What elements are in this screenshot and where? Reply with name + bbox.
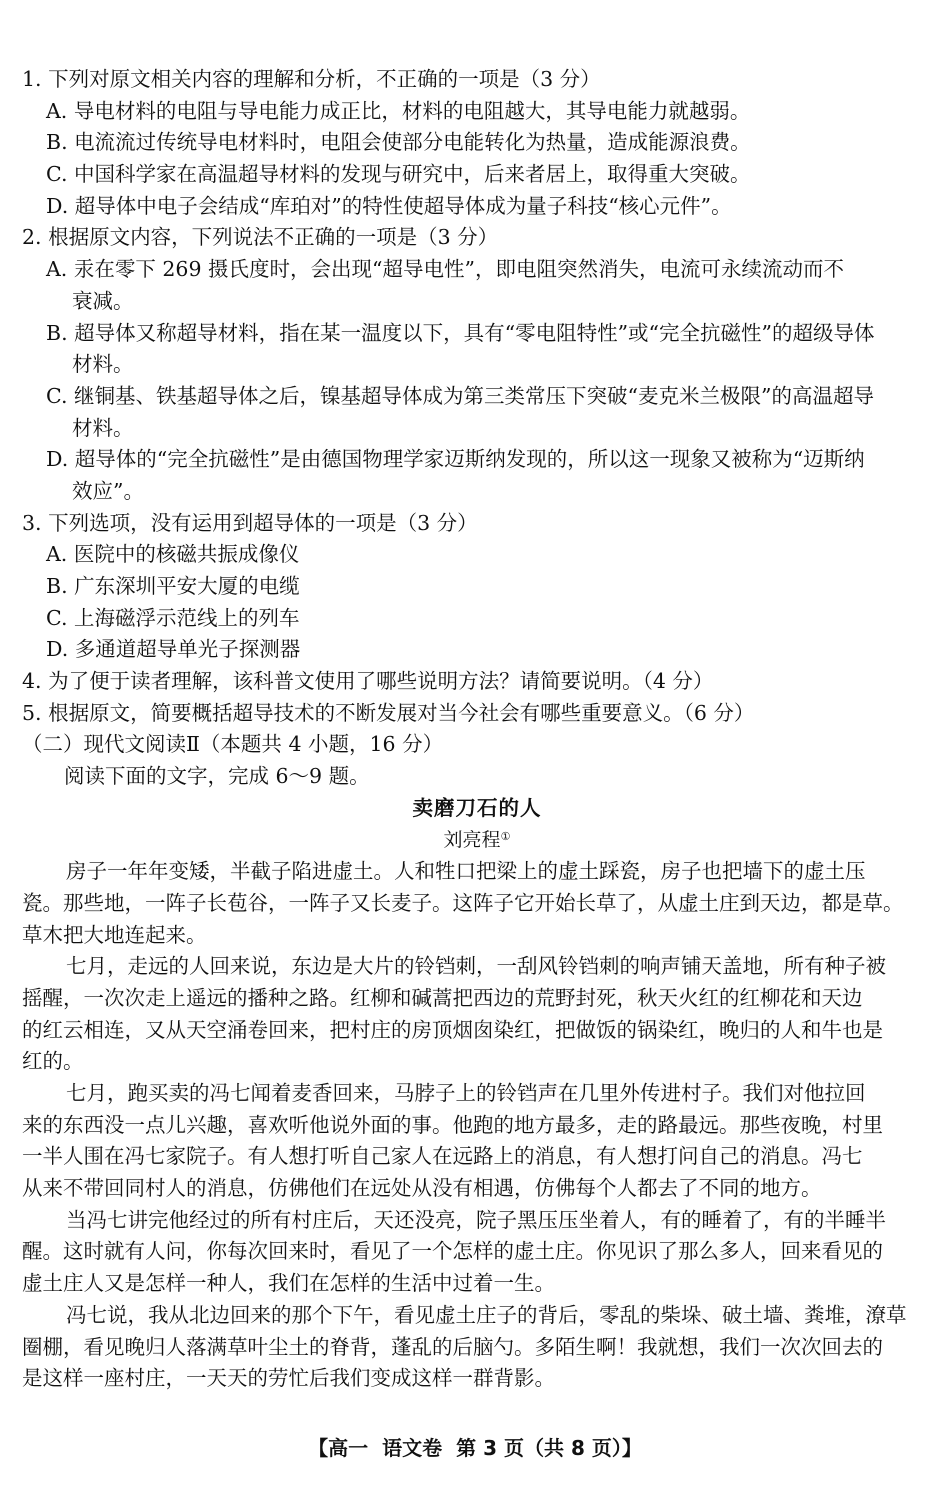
option-b-continued: 材料。 [72,352,134,377]
article-author [22,825,932,857]
article-paragraph-2 [22,951,932,1078]
option-b: B. 电流流过传统导电材料时，电阻会使部分电能转化为热量，造成能源浪费。 [46,130,751,155]
option-b: B. 广东深圳平安大厦的电缆 [46,574,300,598]
section-instruction: 阅读下面的文字，完成 6～9 题。 [64,764,370,789]
paragraph-line: 一半人围在冯七家院子。有人想打听自己家人在远路上的消息，有人想打问自己的消息。冯七 [22,1144,863,1169]
article-paragraph-4 [22,1205,932,1300]
option-c: C. 中国科学家在高温超导材料的发现与研究中，后来者居上，取得重大突破。 [46,162,751,187]
question-stem: 1. 下列对原文相关内容的理解和分析，不正确的一项是（3 分） [22,67,601,91]
question-1 [22,64,932,222]
paragraph-line: 圈棚，看见晚归人落满草叶尘土的脊背，蓬乱的后脑勺。多陌生啊！我就想，我们一次次回去的 [22,1334,883,1359]
paragraph-line: 草木把大地连起来。 [22,922,207,947]
page-footer [0,1432,950,1461]
paragraph-line: 冯七说，我从北边回来的那个下午，看见虚土庄子的背后，零乱的柴垛、破土墙、粪堆，潦草 [66,1302,907,1327]
footer-page: 第 3 页（共 8 页） [456,1436,622,1460]
paragraph-line: 是这样一座村庄，一天天的劳忙后我们变成这样一群背影。 [22,1366,555,1391]
paragraph-line: 摇醒，一次次走上遥远的播种之路。红柳和碱蒿把西边的荒野封死，秋天火红的红柳花和天边 [22,985,863,1010]
paragraph-line: 从来不带回同村人的消息，仿佛他们在远处从没有相遇，仿佛每个人都去了不同的地方。 [22,1176,822,1201]
paragraph-line: 红的。 [22,1049,84,1074]
footer-bracket-close: 】 [621,1436,642,1460]
paragraph-line: 瓷。那些地，一阵子长苞谷，一阵子又长麦子。这阵子它开始长草了，从虚土庄到天边，都是草。 [22,890,904,915]
question-4: 4. 为了便于读者理解，该科普文使用了哪些说明方法？请简要说明。（4 分） [22,669,714,694]
question-stem: 2. 根据原文内容，下列说法不正确的一项是（3 分） [22,225,499,250]
option-d: D. 超导体中电子会结成“库珀对”的特性使超导体成为量子科技“核心元件”。 [46,193,732,218]
paragraph-line: 的红云相连，又从天空涌卷回来，把村庄的房顶烟囱染红，把做饭的锅染红，晚归的人和牛也是 [22,1017,883,1042]
article-paragraph-3 [22,1078,932,1205]
paragraph-line: 房子一年年变矮，半截子陷进虚土。人和牲口把梁上的虚土踩瓷，房子也把墙下的虚土压 [66,859,866,884]
question-stem: 3. 下列选项，没有运用到超导体的一项是（3 分） [22,510,478,535]
article-paragraph-1 [22,856,932,951]
author-name: 刘亮程 [443,828,501,851]
question-3 [22,508,932,666]
option-a: A. 汞在零下 269 摄氏度时，会出现“超导电性”，即电阻突然消失，电流可永续流动而不 [46,257,844,282]
paragraph-line: 醒。这时就有人问，你每次回来时，看见了一个怎样的虚土庄。你见识了那么多人，回来看见的 [22,1239,883,1264]
option-a-continued: 衰减。 [72,288,134,313]
footer-grade: 高一 [328,1436,369,1460]
question-2 [22,222,932,507]
article-title: 卖磨刀石的人 [412,795,542,820]
paragraph-line: 七月，跑买卖的冯七闻着麦香回来，马脖子上的铃铛声在几里外传进村子。我们对他拉回 [66,1081,866,1105]
option-c: C. 继铜基、铁基超导体之后，镍基超导体成为第三类常压下突破“麦克米兰极限”的高温超导 [46,383,874,408]
paragraph-line: 当冯七讲完他经过的所有村庄后，天还没亮，院子黑压压坐着人，有的睡着了，有的半睡半 [66,1207,886,1232]
option-d: D. 超导体的“完全抗磁性”是由德国物理学家迈斯纳发现的，所以这一现象又被称为“迈斯纳 [46,447,865,472]
section-heading: （二）现代文阅读Ⅱ（本题共 4 小题，16 分） [22,732,444,757]
article-paragraph-5 [22,1300,932,1395]
paragraph-line: 七月，走远的人回来说，东边是大片的铃铛刺，一刮风铃铛刺的响声铺天盖地，所有种子被 [66,954,886,979]
option-c-continued: 材料。 [72,415,134,440]
option-c: C. 上海磁浮示范线上的列车 [46,605,300,630]
footnote-mark: ① [500,829,511,843]
footer-subject: 语文卷 [382,1436,443,1460]
option-a: A. 医院中的核磁共振成像仪 [46,542,300,567]
question-5: 5. 根据原文，简要概括超导技术的不断发展对当今社会有哪些重要意义。（6 分） [22,700,755,725]
option-a: A. 导电材料的电阻与导电能力成正比，材料的电阻越大，其导电能力就越弱。 [46,98,751,123]
option-d-continued: 效应”。 [72,478,144,503]
footer-bracket-open: 【 [308,1436,329,1460]
option-d: D. 多通道超导单光子探测器 [46,637,301,662]
option-b: B. 超导体又称超导材料，指在某一温度以下，具有“零电阻特性”或“完全抗磁性”的超级导体 [46,320,875,345]
paragraph-line: 虚土庄人又是怎样一种人，我们在怎样的生活中过着一生。 [22,1271,555,1296]
exam-page [22,64,932,1395]
paragraph-line: 来的东西没一点儿兴趣，喜欢听他说外面的事。他跑的地方最多，走的路最远。那些夜晚，村里 [22,1112,883,1137]
